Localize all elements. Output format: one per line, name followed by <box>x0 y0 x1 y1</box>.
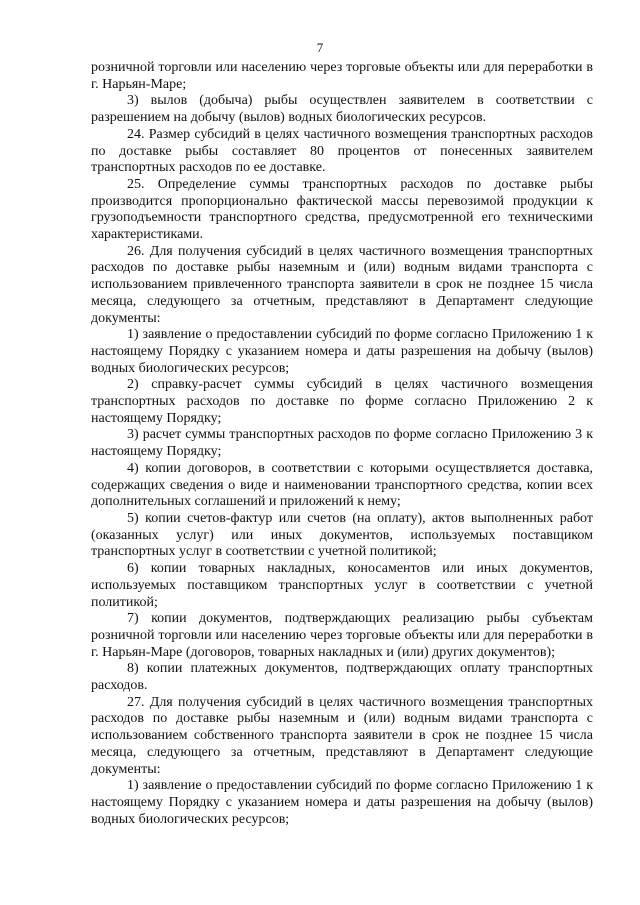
paragraph: 1) заявление о предоставлении субсидий по форме согласно Приложению 1 к настоящему Порядку с указанием номера и даты разрешения на добычу (вылов) водных биологических ресурсов; <box>91 327 593 376</box>
paragraph: 5) копии счетов-фактур или счетов (на оплату), актов выполненных работ (оказанных услуг) или иных документов, используемых поставщиком транспортных услуг в соответствии с учетной политикой; <box>91 510 593 560</box>
paragraph: 6) копии товарных накладных, коносаментов или иных документов, используемых поставщиком транспортных услуг в соответствии с учетной политикой; <box>91 561 593 610</box>
paragraph: 2) справку-расчет суммы субсидий в целях частичного возмещения транспортных расходов по доставке по форме согласно Приложению 2 к настоящему Порядку; <box>91 377 593 426</box>
paragraph: 1) заявление о предоставлении субсидий по форме согласно Приложению 1 к настоящему Порядку с указанием номера и даты разрешения на добычу (вылов) водных биологических ресурсов; <box>91 778 593 827</box>
paragraph: 8) копии платежных документов, подтверждающих оплату транспортных расходов. <box>91 661 593 694</box>
paragraph: 4) копии договоров, в соответствии с которыми осуществляется доставка, содержащих сведения о виде и наименовании транспортного средства, копии всех дополнительных соглашений и приложений к нему; <box>91 460 593 510</box>
document-body <box>91 60 593 828</box>
paragraph: 3) вылов (добыча) рыбы осуществлен заявителем в соответствии с разрешением на добычу (вылов) водных биологических ресурсов. <box>91 93 593 126</box>
page-number: 7 <box>316 40 324 55</box>
paragraph: 3) расчет суммы транспортных расходов по форме согласно Приложению 3 к настоящему Порядку; <box>91 427 593 460</box>
paragraph: 27. Для получения субсидий в целях частичного возмещения транспортных расходов по доставке рыбы наземным и (или) водным видами транспорта с использованием собственного транспорта заявители в срок не позднее 15 числа месяца, следующего за отчетным, представляют в Департамент следующие документы: <box>91 694 593 777</box>
paragraph: 7) копии документов, подтверждающих реализацию рыбы субъектам розничной торговли или населению через торговые объекты или для переработки в г. Нарьян-Маре (договоров, товарных накладных и (или) других документов); <box>91 611 593 660</box>
paragraph: 25. Определение суммы транспортных расходов по доставке рыбы производится пропорционально фактической массы перевозимой продукции к грузоподъемности транспортного средства, предусмотренной его техническими характеристиками. <box>91 176 593 243</box>
paragraph: розничной торговли или населению через торговые объекты или для переработки в г. Нарьян-Маре; <box>91 60 593 92</box>
paragraph: 24. Размер субсидий в целях частичного возмещения транспортных расходов по доставке рыбы составляет 80 процентов от понесенных заявителем транспортных расходов по ее доставке. <box>91 126 593 176</box>
paragraph: 26. Для получения субсидий в целях частичного возмещения транспортных расходов по доставке рыбы наземным и (или) водным видами транспорта с использованием привлеченного транспорта заявители в срок не позднее 15 числа месяца, следующего за отчетным, представляют в Департамент следующие документы: <box>91 243 593 326</box>
